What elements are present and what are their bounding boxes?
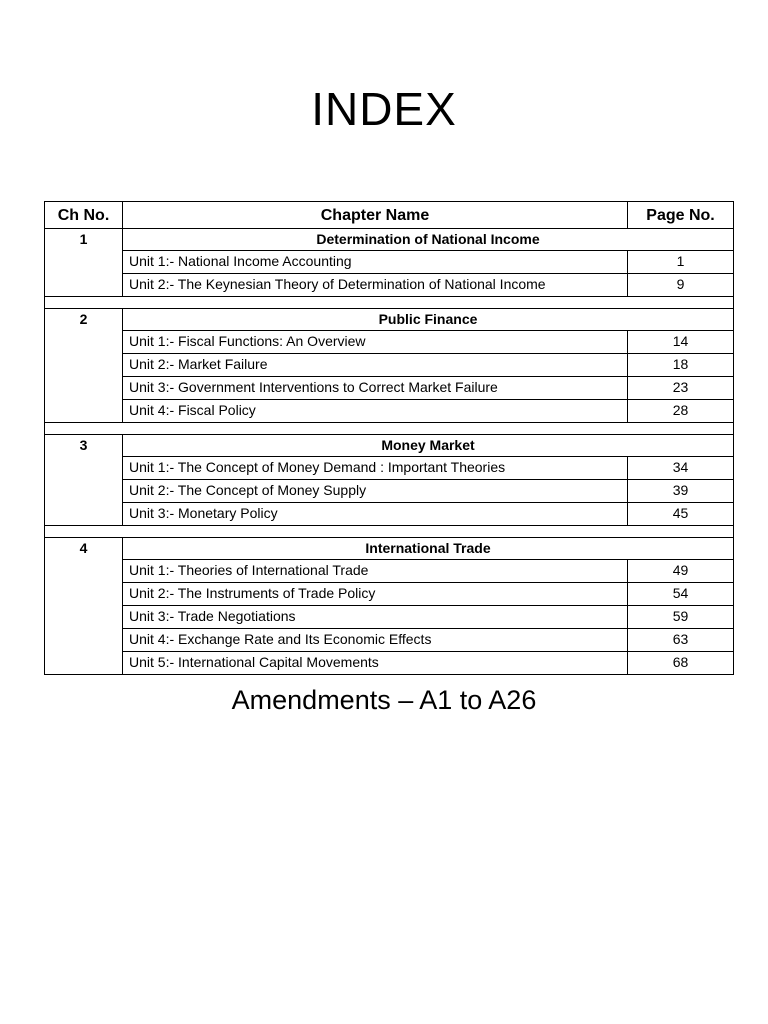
unit-page: 1 bbox=[628, 251, 734, 274]
header-ch-no: Ch No. bbox=[45, 202, 123, 229]
chapter-group bbox=[45, 435, 734, 538]
spacer-row bbox=[45, 526, 734, 538]
unit-label: Unit 1:- National Income Accounting bbox=[123, 251, 628, 274]
unit-page: 54 bbox=[628, 583, 734, 606]
unit-label: Unit 4:- Fiscal Policy bbox=[123, 400, 628, 423]
chapter-row bbox=[45, 538, 734, 560]
unit-page: 59 bbox=[628, 606, 734, 629]
chapter-name: Public Finance bbox=[123, 309, 734, 331]
unit-row bbox=[45, 457, 734, 480]
unit-page: 9 bbox=[628, 274, 734, 297]
unit-row bbox=[45, 480, 734, 503]
unit-row bbox=[45, 274, 734, 297]
chapter-row bbox=[45, 229, 734, 251]
table-header-row bbox=[45, 202, 734, 229]
unit-label: Unit 1:- Fiscal Functions: An Overview bbox=[123, 331, 628, 354]
unit-page: 49 bbox=[628, 560, 734, 583]
chapter-number: 2 bbox=[45, 309, 123, 423]
unit-page: 28 bbox=[628, 400, 734, 423]
unit-row bbox=[45, 652, 734, 675]
chapter-number: 3 bbox=[45, 435, 123, 526]
unit-label: Unit 2:- The Concept of Money Supply bbox=[123, 480, 628, 503]
chapter-group bbox=[45, 309, 734, 435]
unit-row bbox=[45, 400, 734, 423]
unit-page: 23 bbox=[628, 377, 734, 400]
spacer-row bbox=[45, 297, 734, 309]
header-page-no: Page No. bbox=[628, 202, 734, 229]
unit-page: 18 bbox=[628, 354, 734, 377]
unit-label: Unit 2:- The Keynesian Theory of Determination of National Income bbox=[123, 274, 628, 297]
index-table bbox=[44, 201, 734, 675]
unit-page: 45 bbox=[628, 503, 734, 526]
unit-label: Unit 5:- International Capital Movements bbox=[123, 652, 628, 675]
unit-page: 63 bbox=[628, 629, 734, 652]
unit-page: 39 bbox=[628, 480, 734, 503]
unit-label: Unit 3:- Monetary Policy bbox=[123, 503, 628, 526]
chapter-row bbox=[45, 435, 734, 457]
amendments-heading: Amendments – A1 to A26 bbox=[231, 685, 537, 715]
unit-label: Unit 2:- Market Failure bbox=[123, 354, 628, 377]
spacer-row bbox=[45, 423, 734, 435]
unit-row bbox=[45, 331, 734, 354]
chapter-name: Determination of National Income bbox=[123, 229, 734, 251]
chapter-group bbox=[45, 538, 734, 675]
unit-label: Unit 3:- Government Interventions to Correct Market Failure bbox=[123, 377, 628, 400]
unit-label: Unit 2:- The Instruments of Trade Policy bbox=[123, 583, 628, 606]
chapter-name: Money Market bbox=[123, 435, 734, 457]
unit-row bbox=[45, 560, 734, 583]
page-title: INDEX bbox=[311, 83, 457, 135]
chapter-number: 4 bbox=[45, 538, 123, 675]
unit-label: Unit 1:- The Concept of Money Demand : Important Theories bbox=[123, 457, 628, 480]
chapter-name: International Trade bbox=[123, 538, 734, 560]
unit-page: 14 bbox=[628, 331, 734, 354]
unit-row bbox=[45, 583, 734, 606]
unit-label: Unit 3:- Trade Negotiations bbox=[123, 606, 628, 629]
chapter-row bbox=[45, 309, 734, 331]
unit-label: Unit 1:- Theories of International Trade bbox=[123, 560, 628, 583]
unit-row bbox=[45, 354, 734, 377]
chapter-group bbox=[45, 229, 734, 309]
unit-row bbox=[45, 251, 734, 274]
unit-label: Unit 4:- Exchange Rate and Its Economic Effects bbox=[123, 629, 628, 652]
chapter-number: 1 bbox=[45, 229, 123, 297]
unit-row bbox=[45, 629, 734, 652]
header-chapter-name: Chapter Name bbox=[123, 202, 628, 229]
unit-row bbox=[45, 377, 734, 400]
unit-page: 34 bbox=[628, 457, 734, 480]
unit-row bbox=[45, 503, 734, 526]
unit-page: 68 bbox=[628, 652, 734, 675]
unit-row bbox=[45, 606, 734, 629]
